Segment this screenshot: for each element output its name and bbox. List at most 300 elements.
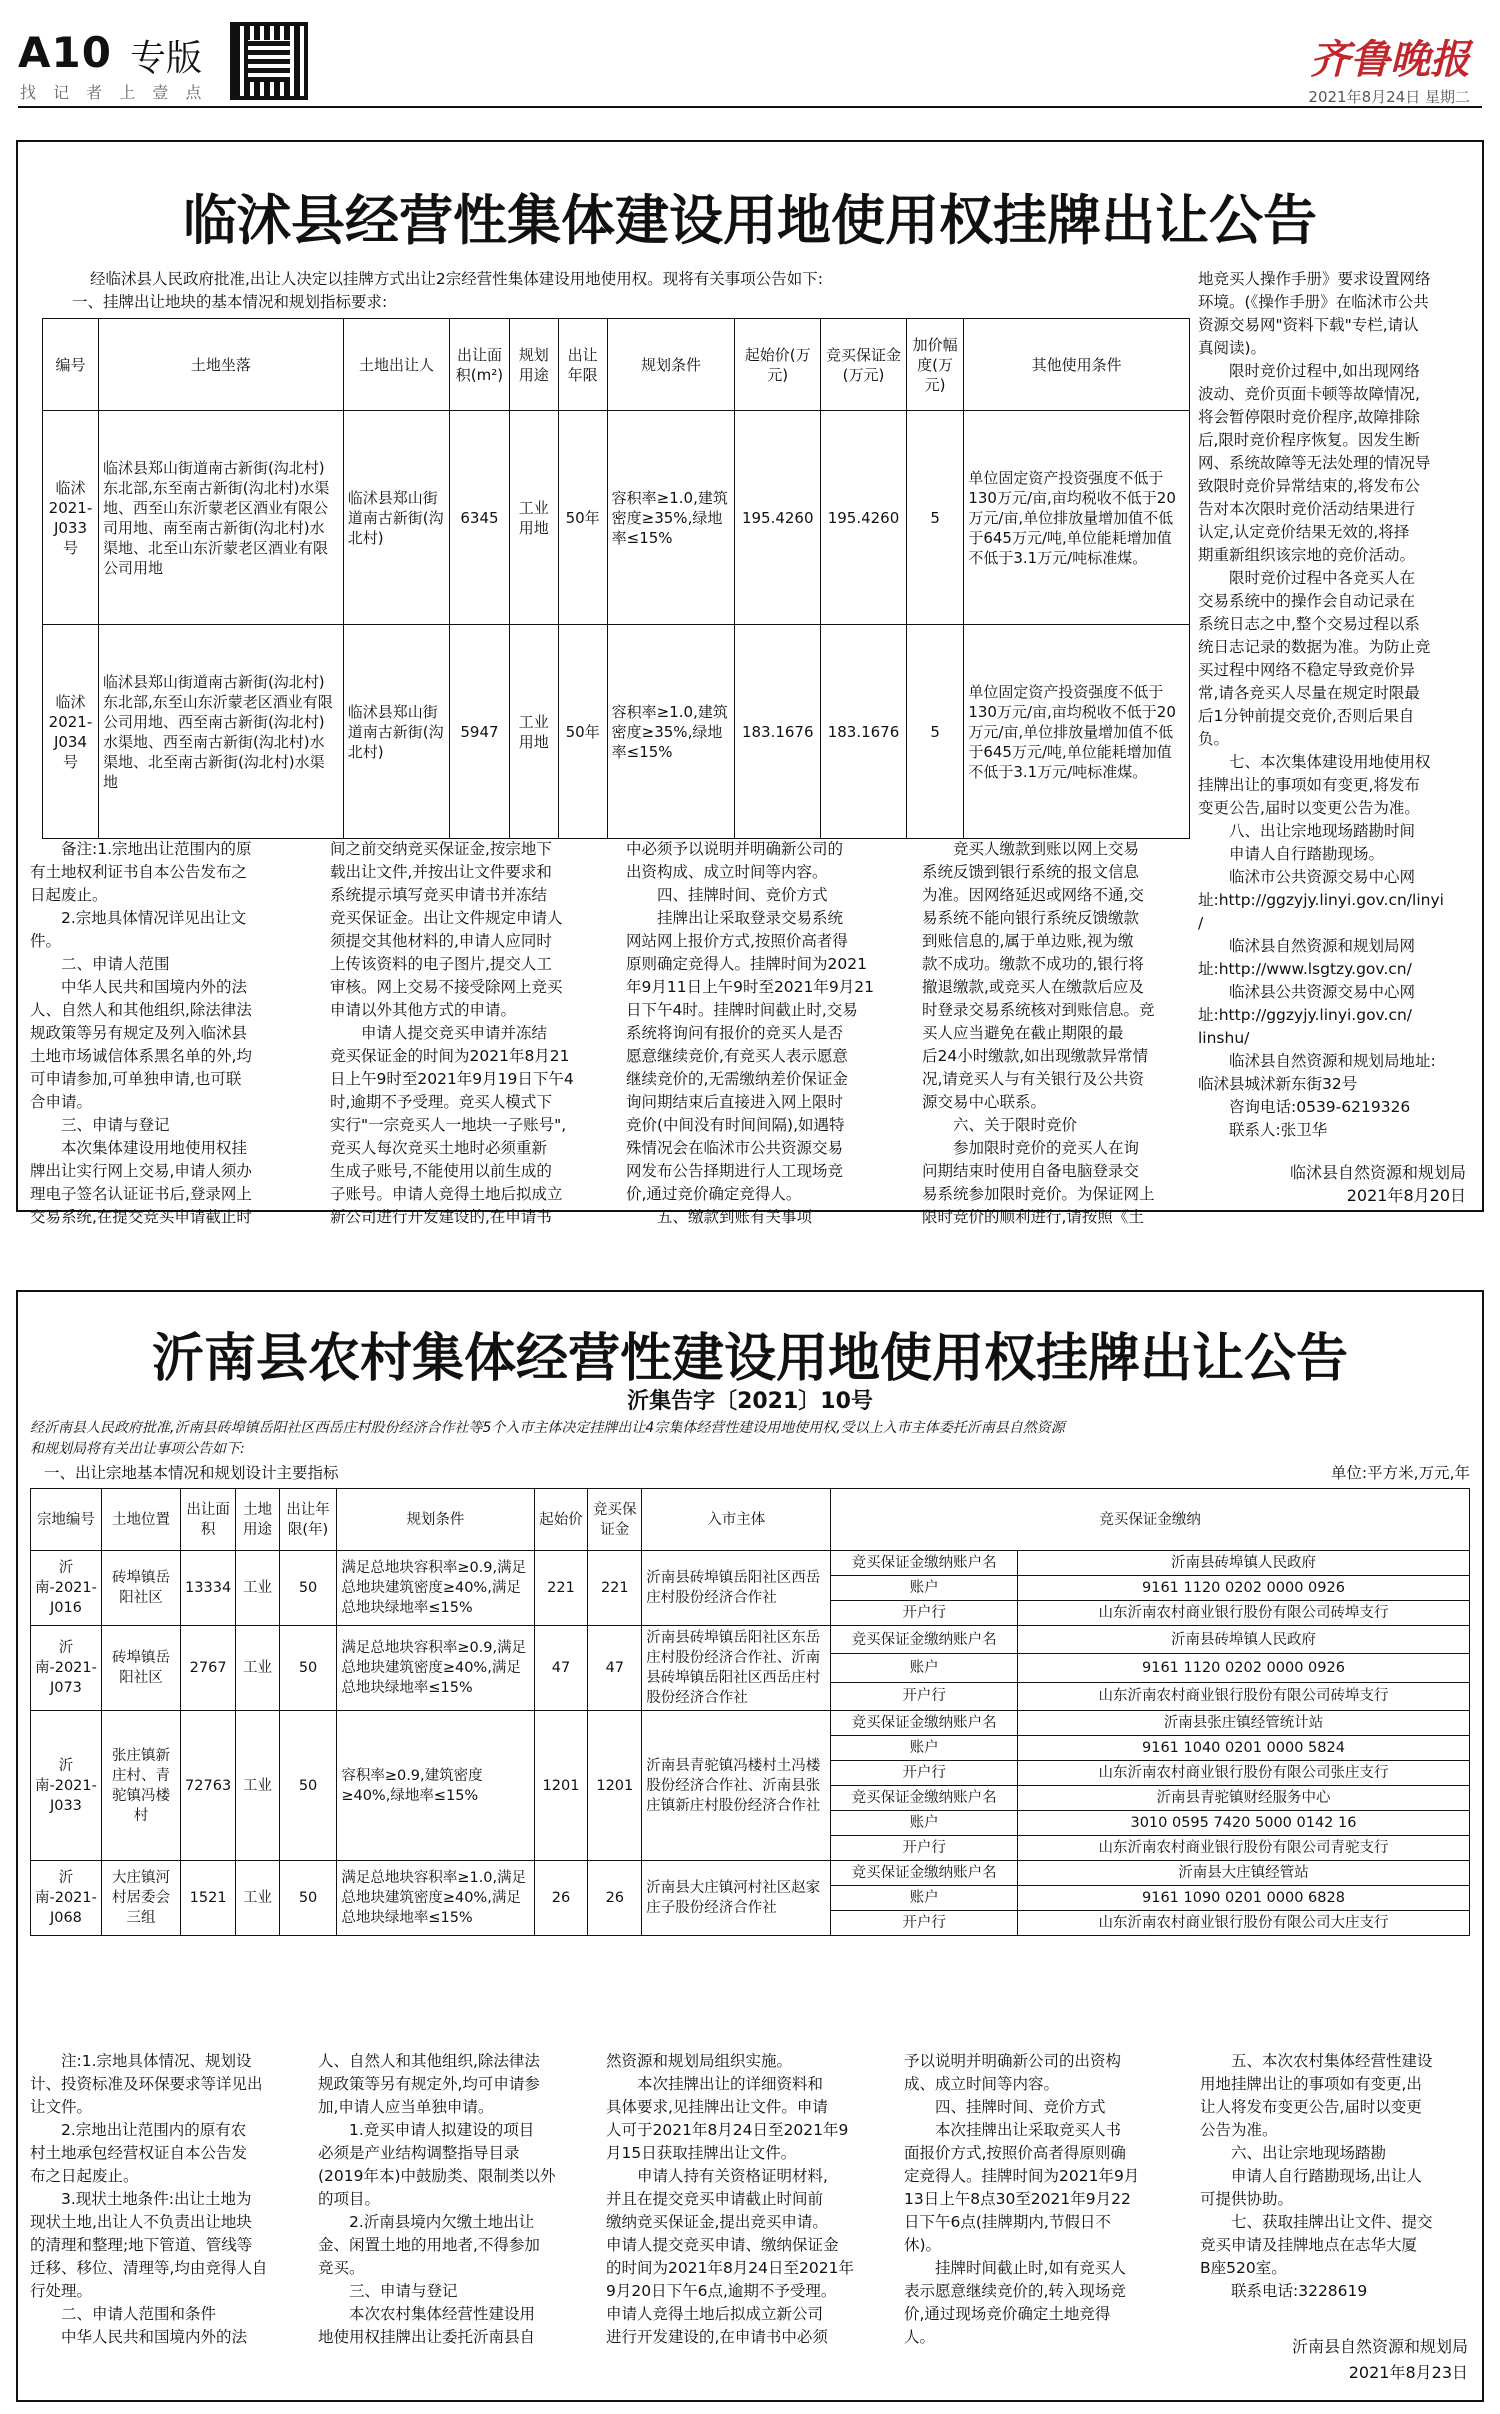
text-line: 牌出让实行网上交易,申请人须办	[30, 1162, 252, 1180]
table-header-cell: 出让年限(年)	[279, 1489, 337, 1551]
text-line: 时登录交易系统核对到账信息。竞	[922, 1001, 1155, 1019]
text-line: 问期结束时使用自备电脑登录交	[922, 1162, 1140, 1180]
text-line: 缴纳竞买保证金,提出竞买申请。	[606, 2213, 828, 2231]
notice2-col-5	[1200, 2050, 1468, 2310]
text-line: 网发布公告择期进行人工现场竞	[626, 1162, 844, 1180]
payment-value-cell: 沂南县大庄镇经管站	[1017, 1861, 1469, 1886]
table-cell: 72763	[181, 1711, 236, 1861]
text-line: 中必须予以说明并明确新公司的	[626, 840, 844, 858]
table-header-cell: 起始价(万元)	[735, 319, 821, 411]
text-line: 让人将发布变更公告,届时以变更	[1200, 2098, 1422, 2116]
text-line: 本次挂牌出让采取竞买人书	[904, 2121, 1122, 2139]
text-line: 联系电话:3228619	[1200, 2282, 1368, 2300]
text-line: 行处理。	[30, 2282, 93, 2300]
text-line: 生成子账号,不能使用以前生成的	[330, 1162, 552, 1180]
text-line: 统日志记录的数据为准。为防止竞	[1198, 638, 1431, 656]
text-line: 买人应当避免在截止期限的最	[922, 1024, 1124, 1042]
notice2-signer: 沂南县自然资源和规划局	[1291, 2337, 1468, 2356]
table-header-cell: 加价幅度(万元)	[906, 319, 963, 411]
table-cell: 临沭2021-J033号	[43, 411, 99, 625]
text-line: 临沭县公共资源交易中心网	[1198, 983, 1416, 1001]
notice2-col-3	[606, 2050, 896, 2354]
text-line: 询问期结束后直接进入网上限时	[626, 1093, 844, 1111]
text-line: 申请人提交竞买申请、缴纳保证金	[606, 2236, 839, 2254]
payment-value-cell: 山东沂南农村商业银行股份有限公司张庄支行	[1017, 1761, 1469, 1786]
text-line: 殊情况会在临沭市公共资源交易	[626, 1139, 844, 1157]
text-line: 土地市场诚信体系黑名单的外,均	[30, 1047, 252, 1065]
table-cell: 工业用地	[509, 625, 558, 839]
table-row	[31, 1711, 1470, 1736]
text-line: 时,逾期不予受理。竞买人模式下	[330, 1093, 552, 1111]
text-line: 定竞得人。挂牌时间为2021年9月	[904, 2167, 1140, 2185]
table-cell: 50	[279, 1861, 337, 1936]
text-line: 的时间为2021年8月24日至2021年	[606, 2259, 854, 2277]
notice1-col-1	[30, 838, 322, 1226]
text-line: 进行开发建设的,在申请书中必须	[606, 2328, 828, 2346]
qr-code-icon	[230, 22, 308, 100]
text-line: 2.宗地具体情况详见出让文	[30, 909, 247, 927]
text-line: 七、获取挂牌出让文件、提交	[1200, 2213, 1433, 2231]
text-line: 子账号。申请人竞得土地后拟成立	[330, 1185, 563, 1203]
payment-label-cell: 开户行	[831, 1601, 1018, 1626]
table-cell: 满足总地块容积率≥0.9,满足总地块建筑密度≥40%,满足总地块绿地率≤15%	[337, 1551, 534, 1626]
text-line: 人可于2021年8月24日至2021年9	[606, 2121, 849, 2139]
text-line: 有土地权利证书自本公告发布之	[30, 863, 248, 881]
text-line: 后24小时缴款,如出现缴款异常情	[922, 1047, 1149, 1065]
text-line: 中华人民共和国境内外的法	[30, 978, 248, 996]
text-line: 须提交其他材料的,申请人应同时	[330, 932, 552, 950]
table-cell: 26	[534, 1861, 588, 1936]
table-header-cell: 编号	[43, 319, 99, 411]
text-line: 八、出让宗地现场踏勘时间	[1198, 822, 1416, 840]
text-line: 交易系统,在提交竞买申请截止时	[30, 1208, 252, 1226]
notice1-col-4	[922, 838, 1192, 1226]
payment-label-cell: 竞买保证金缴纳账户名	[831, 1626, 1018, 1654]
table-cell: 临沭2021-J034号	[43, 625, 99, 839]
table-header-row	[31, 1489, 1470, 1551]
text-line: 3.现状土地条件:出让土地为	[30, 2190, 252, 2208]
payment-label-cell: 开户行	[831, 1761, 1018, 1786]
table-cell: 6345	[450, 411, 510, 625]
text-line: 价,通过竞价确定竞得人。	[626, 1185, 802, 1203]
table-header-cell: 竞买保证金缴纳	[831, 1489, 1470, 1551]
text-line: 竞买人每次竞买土地时必须重新	[330, 1139, 548, 1157]
text-line: 址:http://www.lsgtzy.gov.cn/	[1198, 960, 1412, 978]
payment-value-cell: 山东沂南农村商业银行股份有限公司砖埠支行	[1017, 1601, 1469, 1626]
text-line: 备注:1.宗地出让范围内的原	[30, 840, 252, 858]
text-line: 竞买保证金的时间为2021年8月21	[330, 1047, 570, 1065]
text-line: 参加限时竞价的竞买人在询	[922, 1139, 1140, 1157]
text-line: (2019年本)中鼓励类、限制类以外	[318, 2167, 556, 2185]
table-cell: 5	[906, 411, 963, 625]
table-row	[43, 411, 1190, 625]
table-cell: 满足总地块容积率≥1.0,满足总地块建筑密度≥40%,满足总地块绿地率≤15%	[337, 1861, 534, 1936]
text-line: 可申请参加,可单独申请,也可联	[30, 1070, 242, 1088]
table-row	[43, 625, 1190, 839]
notice1-section1: 一、挂牌出让地块的基本情况和规划指标要求:	[72, 293, 388, 311]
newspaper-logo: 齐鲁晚报	[1310, 36, 1470, 83]
text-line: 网、系统故障等无法处理的情况导	[1198, 454, 1431, 472]
text-line: 上传该资料的电子图片,提交人工	[330, 955, 552, 973]
text-line: 变更公告,届时以变更公告为准。	[1198, 799, 1420, 817]
text-line: 日下午6点(挂牌期内,节假日不	[904, 2213, 1111, 2231]
table-row	[31, 1551, 1470, 1576]
section-name: 专版	[130, 38, 203, 79]
header-rule	[18, 106, 1482, 108]
table-cell: 50	[279, 1551, 337, 1626]
table-header-cell: 入市主体	[642, 1489, 831, 1551]
text-line: 临沭县自然资源和规划局地址:	[1198, 1052, 1436, 1070]
text-line: 2.沂南县境内欠缴土地出让	[318, 2213, 535, 2231]
table-cell: 沂南-2021-J016	[31, 1551, 102, 1626]
notice1-title: 临沭县经营性集体建设用地使用权挂牌出让公告	[183, 189, 1317, 252]
text-line: 必须是产业结构调整指导目录	[318, 2144, 520, 2162]
text-line: 资源交易网"资料下载"专栏,请认	[1198, 316, 1419, 334]
text-line: 规政策等另有规定外,均可申请参	[318, 2075, 540, 2093]
payment-label-cell: 账户	[831, 1654, 1018, 1682]
table-cell: 1521	[181, 1861, 236, 1936]
text-line: 人、自然人和其他组织,除法律法	[30, 1001, 252, 1019]
text-line: 人。	[904, 2328, 936, 2346]
table-cell: 47	[534, 1626, 588, 1711]
text-line: B座520室。	[1200, 2259, 1287, 2277]
text-line: 日下午4时。挂牌时间截止时,交易	[626, 1001, 858, 1019]
text-line: 用地挂牌出让的事项如有变更,出	[1200, 2075, 1422, 2093]
text-line: 负。	[1198, 730, 1230, 748]
text-line: 四、挂牌时间、竞价方式	[626, 886, 828, 904]
text-line: 加,申请人应当单独申请。	[318, 2098, 494, 2116]
text-line: 临沭县自然资源和规划局网	[1198, 937, 1416, 955]
text-line: 后1分钟前提交竞价,否则后果自	[1198, 707, 1415, 725]
table-cell: 沂南县青驼镇冯楼村土冯楼股份经济合作社、沂南县张庄镇新庄村股份经济合作社	[642, 1711, 831, 1861]
text-line: 二、申请人范围	[30, 955, 170, 973]
table-header-cell: 规划条件	[607, 319, 735, 411]
text-line: 理电子签名认证证书后,登录网上	[30, 1185, 252, 1203]
text-line: 系统反馈到银行系统的报文信息	[922, 863, 1140, 881]
text-line: 波动、竞价页面卡顿等故障情况,	[1198, 385, 1420, 403]
table-cell: 221	[588, 1551, 642, 1626]
payment-label-cell: 竞买保证金缴纳账户名	[831, 1786, 1018, 1811]
text-line: 日起废止。	[30, 886, 108, 904]
table-cell: 1201	[588, 1711, 642, 1861]
table-header-cell: 其他使用条件	[964, 319, 1190, 411]
text-line: 申请人竞得土地后拟成立新公司	[606, 2305, 824, 2323]
text-line: 买过程中网络不稳定导致竞价异	[1198, 661, 1416, 679]
table-cell: 工业	[236, 1711, 280, 1861]
table-row	[31, 1861, 1470, 1886]
text-line: 载出让文件,并按出让文件要求和	[330, 863, 552, 881]
text-line: 成、成立时间等内容。	[904, 2075, 1060, 2093]
text-line: 将会暂停限时竞价程序,故障排除	[1198, 408, 1420, 426]
payment-value-cell: 9161 1090 0201 0000 6828	[1017, 1886, 1469, 1911]
text-line: 易系统参加限时竞价。为保证网上	[922, 1185, 1155, 1203]
text-line: 可提供协助。	[1200, 2190, 1294, 2208]
table-cell: 张庄镇新庄村、青驼镇冯楼村	[101, 1711, 180, 1861]
text-line: 予以说明并明确新公司的出资构	[904, 2052, 1122, 2070]
text-line: 金、闲置土地的用地者,不得参加	[318, 2236, 540, 2254]
text-line: 13日上午8点30至2021年9月22	[904, 2190, 1131, 2208]
payment-value-cell: 9161 1040 0201 0000 5824	[1017, 1736, 1469, 1761]
text-line: 的清理和整理;地下管道、管线等	[30, 2236, 253, 2254]
text-line: 中华人民共和国境内外的法	[30, 2328, 248, 2346]
text-line: 挂牌出让的事项如有变更,将发布	[1198, 776, 1420, 794]
text-line: 9月20日下午6点,逾期不予受理。	[606, 2282, 837, 2300]
text-line: 现状土地,出让人不负责出让地块	[30, 2213, 252, 2231]
text-line: 竞买。	[318, 2259, 365, 2277]
notice1-intro: 经临沭县人民政府批准,出让人决定以挂牌方式出让2宗经营性集体建设用地使用权。现将有关事项公告如下:	[90, 270, 824, 288]
text-line: /	[1198, 914, 1204, 932]
payment-value-cell: 沂南县张庄镇经管统计站	[1017, 1711, 1469, 1736]
text-line: 告对本次限时竞价活动结果进行	[1198, 500, 1416, 518]
table-cell: 1201	[534, 1711, 588, 1861]
table-cell: 221	[534, 1551, 588, 1626]
table-header-cell: 土地用途	[236, 1489, 280, 1551]
notice2-col-1	[30, 2050, 310, 2354]
table-cell: 沂南-2021-J068	[31, 1861, 102, 1936]
table-cell: 50年	[558, 411, 607, 625]
notice1-col-3	[626, 838, 916, 1226]
text-line: 规政策等另有规定及列入临沭县	[30, 1024, 248, 1042]
text-line: 竞价(中间没有时间间隔),如遇特	[626, 1116, 845, 1134]
text-line: 真阅读)。	[1198, 339, 1267, 357]
text-line: 继续竞价的,无需缴纳差价保证金	[626, 1070, 848, 1088]
text-line: 六、出让宗地现场踏勘	[1200, 2144, 1387, 2162]
text-line: 注:1.宗地具体情况、规划设	[30, 2052, 252, 2070]
text-line: 限时竞价的顺利进行,请按照《土	[922, 1208, 1144, 1226]
payment-label-cell: 账户	[831, 1811, 1018, 1836]
text-line: 源交易中心联系。	[922, 1093, 1047, 1111]
text-line: 四、挂牌时间、竞价方式	[904, 2098, 1106, 2116]
text-line: 系统日志之中,整个交易过程以系	[1198, 615, 1420, 633]
table-cell: 195.4260	[821, 411, 907, 625]
payment-label-cell: 竞买保证金缴纳账户名	[831, 1551, 1018, 1576]
text-line: 实行"一宗竞买人一地块一子账号",	[330, 1116, 567, 1134]
text-line: 让文件。	[30, 2098, 93, 2116]
table-cell: 单位固定资产投资强度不低于130万元/亩,亩均税收不低于20万元/亩,单位排放量增加值不低于645万元/吨,单位能耗增加值不低于3.1万元/吨标准煤。	[964, 411, 1190, 625]
table-cell: 183.1676	[821, 625, 907, 839]
payment-value-cell: 山东沂南农村商业银行股份有限公司大庄支行	[1017, 1911, 1469, 1936]
payment-label-cell: 开户行	[831, 1836, 1018, 1861]
table-cell: 沂南-2021-J073	[31, 1626, 102, 1711]
text-line: 本次集体建设用地使用权挂	[30, 1139, 248, 1157]
text-line: 日上午9时至2021年9月19日下午4	[330, 1070, 574, 1088]
payment-value-cell: 9161 1120 0202 0000 0926	[1017, 1576, 1469, 1601]
table-cell: 临沭县郑山街道南古新街(沟北村)	[343, 625, 449, 839]
text-line: 撤退缴款,或竞买人在缴款后应及	[922, 978, 1144, 996]
text-line: 款不成功。缴款不成功的,银行将	[922, 955, 1144, 973]
notice2-col-4	[904, 2050, 1194, 2354]
text-line: 申请以外其他方式的申请。	[330, 1001, 517, 1019]
text-line: 易系统不能向银行系统反馈缴款	[922, 909, 1140, 927]
text-line: 本次挂牌出让的详细资料和	[606, 2075, 824, 2093]
issue-date: 2021年8月24日 星期二	[1308, 88, 1470, 106]
text-line: 五、本次农村集体经营性建设	[1200, 2052, 1433, 2070]
text-line: 合申请。	[30, 1093, 93, 1111]
text-line: 况,请竞买人与有关银行及公共资	[922, 1070, 1144, 1088]
text-line: 认定,认定竞价结果无效的,将择	[1198, 523, 1410, 541]
table-cell: 砖埠镇岳阳社区	[101, 1626, 180, 1711]
text-line: 公告为准。	[1200, 2121, 1278, 2139]
text-line: 五、缴款到账有关事项	[626, 1208, 813, 1226]
text-line: 具体要求,见挂牌出让文件。申请	[606, 2098, 828, 2116]
table-cell: 沂南-2021-J033	[31, 1711, 102, 1861]
text-line: 交易系统中的操作会自动记录在	[1198, 592, 1416, 610]
payment-label-cell: 开户行	[831, 1682, 1018, 1710]
text-line: 三、申请与登记	[318, 2282, 458, 2300]
table-header-cell: 规划用途	[509, 319, 558, 411]
text-line: 常,请各竞买人尽量在规定时限最	[1198, 684, 1420, 702]
text-line: 1.竞买申请人拟建设的项目	[318, 2121, 535, 2139]
text-line: 致限时竞价异常结束的,将发布公	[1198, 477, 1420, 495]
notice1-signer: 临沭县自然资源和规划局	[1289, 1163, 1466, 1182]
text-line: 联系人:张卫华	[1198, 1121, 1328, 1139]
payment-value-cell: 沂南县砖埠镇人民政府	[1017, 1626, 1469, 1654]
table-header-cell: 宗地编号	[31, 1489, 102, 1551]
table-cell: 沂南县大庄镇河村社区赵家庄子股份经济合作社	[642, 1861, 831, 1936]
text-line: 竞买保证金。出让文件规定申请人	[330, 909, 563, 927]
text-line: 原则确定竞得人。挂牌时间为2021	[626, 955, 867, 973]
table-cell: 13334	[181, 1551, 236, 1626]
text-line: 表示愿意继续竞价的,转入现场竞	[904, 2282, 1126, 2300]
text-line: 愿意继续竞价,有竞买人表示愿意	[626, 1047, 848, 1065]
table-cell: 50	[279, 1711, 337, 1861]
text-line: 面报价方式,按照价高者得原则确	[904, 2144, 1126, 2162]
table-cell: 47	[588, 1626, 642, 1711]
table-cell: 50	[279, 1626, 337, 1711]
table-cell: 单位固定资产投资强度不低于130万元/亩,亩均税收不低于20万元/亩,单位排放量增加值不低于645万元/吨,单位能耗增加值不低于3.1万元/吨标准煤。	[964, 625, 1190, 839]
text-line: 限时竞价过程中,如出现网络	[1198, 362, 1420, 380]
text-line: 价,通过现场竞价确定土地竞得	[904, 2305, 1111, 2323]
text-line: 地使用权挂牌出让委托沂南县自	[318, 2328, 536, 2346]
table-cell: 砖埠镇岳阳社区	[101, 1551, 180, 1626]
table-cell: 沂南县砖埠镇岳阳社区西岳庄村股份经济合作社	[642, 1551, 831, 1626]
text-line: 系统提示填写竞买申请书并冻结	[330, 886, 548, 904]
table-cell: 工业	[236, 1626, 280, 1711]
text-line: 六、关于限时竞价	[922, 1116, 1078, 1134]
text-line: 址:http://ggzyjy.linyi.gov.cn/linyi	[1198, 891, 1444, 909]
text-line: 七、本次集体建设用地使用权	[1198, 753, 1431, 771]
text-line: 挂牌出让采取登录交易系统	[626, 909, 844, 927]
notice2-doc-number: 沂集告字〔2021〕10号	[627, 1389, 873, 1414]
text-line: 临沭市公共资源交易中心网	[1198, 868, 1416, 886]
table-cell: 沂南县砖埠镇岳阳社区东岳庄村股份经济合作社、沂南县砖埠镇岳阳社区西岳庄村股份经济合作社	[642, 1626, 831, 1711]
text-line: 竞买人缴款到账以网上交易	[922, 840, 1140, 858]
text-line: 三、申请与登记	[30, 1116, 170, 1134]
text-line: 到账信息的,属于单边账,视为缴	[922, 932, 1134, 950]
text-line: 挂牌时间截止时,如有竞买人	[904, 2259, 1126, 2277]
payment-value-cell: 山东沂南农村商业银行股份有限公司青驼支行	[1017, 1836, 1469, 1861]
text-line: 然资源和规划局组织实施。	[606, 2052, 793, 2070]
page-number: A10	[18, 28, 112, 77]
notice2-unit: 单位:平方米,万元,年	[1330, 1464, 1470, 1482]
notice1-right-column	[1198, 268, 1466, 1139]
text-line: 申请人持有关资格证明材料,	[606, 2167, 828, 2185]
page-header	[0, 0, 1500, 106]
table-cell: 临沭县郑山街道南古新街(沟北村)东北部,东至南古新街(沟北村)水渠地、西至山东沂蒙老区酒业有限公司用地、南至南古新街(沟北村)水渠地、北至山东沂蒙老区酒业有限公司用地	[98, 411, 343, 625]
text-line: 网站网上报价方式,按照价高者得	[626, 932, 848, 950]
table-cell: 26	[588, 1861, 642, 1936]
table-header-cell: 起始价	[534, 1489, 588, 1551]
payment-label-cell: 竞买保证金缴纳账户名	[831, 1861, 1018, 1886]
table-cell: 临沭县郑山街道南古新街(沟北村)东北部,东至山东沂蒙老区酒业有限公司用地、西至南古新街(沟北村)水渠地、西至南古新街(沟北村)水渠地、北至南古新街(沟北村)水渠地	[98, 625, 343, 839]
text-line: 本次农村集体经营性建设用	[318, 2305, 536, 2323]
text-line: 临沭县城沭新东街32号	[1198, 1075, 1358, 1093]
payment-value-cell: 9161 1120 0202 0000 0926	[1017, 1654, 1469, 1682]
text-line: 申请人自行踏勘现场,出让人	[1200, 2167, 1422, 2185]
text-line: 咨询电话:0539-6219326	[1198, 1098, 1411, 1116]
table-header-cell: 出让面积(m²)	[450, 319, 510, 411]
notice2-intro: 经沂南县人民政府批准,沂南县砖埠镇岳阳社区西岳庄村股份经济合作社等5个入市主体决定挂牌出让4宗集体经营性建设用地使用权,受以上入市主体委托沂南县自然资源 和规划局将有关出让事项公告如下:	[30, 1420, 1065, 1457]
text-line: 的项目。	[318, 2190, 381, 2208]
text-line: 间之前交纳竞买保证金,按宗地下	[330, 840, 552, 858]
table-cell: 满足总地块容积率≥0.9,满足总地块建筑密度≥40%,满足总地块绿地率≤15%	[337, 1626, 534, 1711]
table-cell: 5	[906, 625, 963, 839]
table-cell: 容积率≥1.0,建筑密度≥35%,绿地率≤15%	[607, 411, 735, 625]
notice2-section1: 一、出让宗地基本情况和规划设计主要指标	[44, 1464, 339, 1482]
text-line: 地竞买人操作手册》要求设置网络	[1198, 270, 1431, 288]
notice2-title: 沂南县农村集体经营性建设用地使用权挂牌出让公告	[151, 1329, 1348, 1389]
text-line: 申请人提交竞买申请并冻结	[330, 1024, 548, 1042]
text-line: 月15日获取挂牌出让文件。	[606, 2144, 797, 2162]
text-line: 限时竞价过程中各竞买人在	[1198, 569, 1416, 587]
table-cell: 大庄镇河村居委会三组	[101, 1861, 180, 1936]
text-line: 人、自然人和其他组织,除法律法	[318, 2052, 540, 2070]
text-line: 为准。因网络延迟或网络不通,交	[922, 886, 1144, 904]
text-line: 申请人自行踏勘现场。	[1198, 845, 1385, 863]
table-cell: 2767	[181, 1626, 236, 1711]
table-cell: 工业	[236, 1861, 280, 1936]
table-cell: 5947	[450, 625, 510, 839]
text-line: 环境。(《操作手册》在临沭市公共	[1198, 293, 1429, 311]
text-line: 休)。	[904, 2236, 942, 2254]
payment-value-cell: 山东沂南农村商业银行股份有限公司砖埠支行	[1017, 1682, 1469, 1710]
payment-label-cell: 账户	[831, 1736, 1018, 1761]
table-row	[31, 1626, 1470, 1654]
table-cell: 临沭县郑山街道南古新街(沟北村)	[343, 411, 449, 625]
text-line: 竞买申请及挂牌地点在志华大厦	[1200, 2236, 1418, 2254]
table-header-cell: 规划条件	[337, 1489, 534, 1551]
table-header-cell: 土地坐落	[98, 319, 343, 411]
table-cell: 容积率≥0.9,建筑密度≥40%,绿地率≤15%	[337, 1711, 534, 1861]
table-cell: 50年	[558, 625, 607, 839]
text-line: 迁移、移位、清理等,均由竞得人自	[30, 2259, 268, 2277]
notice2-table	[30, 1488, 1470, 1936]
payment-value-cell: 沂南县砖埠镇人民政府	[1017, 1551, 1469, 1576]
table-header-cell: 出让年限	[558, 319, 607, 411]
text-line: 后,限时竞价程序恢复。因发生断	[1198, 431, 1420, 449]
text-line: 布之日起废止。	[30, 2167, 139, 2185]
text-line: 计、投资标准及环保要求等详见出	[30, 2075, 263, 2093]
text-line: linshu/	[1198, 1029, 1250, 1047]
text-line: 址:http://ggzyjy.linyi.gov.cn/	[1198, 1006, 1413, 1024]
editor-line: 找 记 者 上 壹 点	[20, 83, 208, 102]
text-line: 新公司进行开发建设的,在申请书	[330, 1208, 552, 1226]
text-line: 年9月11日上午9时至2021年9月21	[626, 978, 874, 996]
table-cell: 工业用地	[509, 411, 558, 625]
table-header-cell: 竞买保证金(万元)	[821, 319, 907, 411]
notice1-date: 2021年8月20日	[1346, 1186, 1466, 1205]
payment-label-cell: 账户	[831, 1886, 1018, 1911]
payment-label-cell: 竞买保证金缴纳账户名	[831, 1711, 1018, 1736]
text-line: 二、申请人范围和条件	[30, 2305, 217, 2323]
text-line: 件。	[30, 932, 62, 950]
table-header-cell: 土地位置	[101, 1489, 180, 1551]
notice1-table	[42, 318, 1190, 839]
payment-label-cell: 账户	[831, 1576, 1018, 1601]
text-line: 系统将询问有报价的竞买人是否	[626, 1024, 844, 1042]
table-header-cell: 出让面积	[181, 1489, 236, 1551]
notice2-col-2	[318, 2050, 598, 2354]
